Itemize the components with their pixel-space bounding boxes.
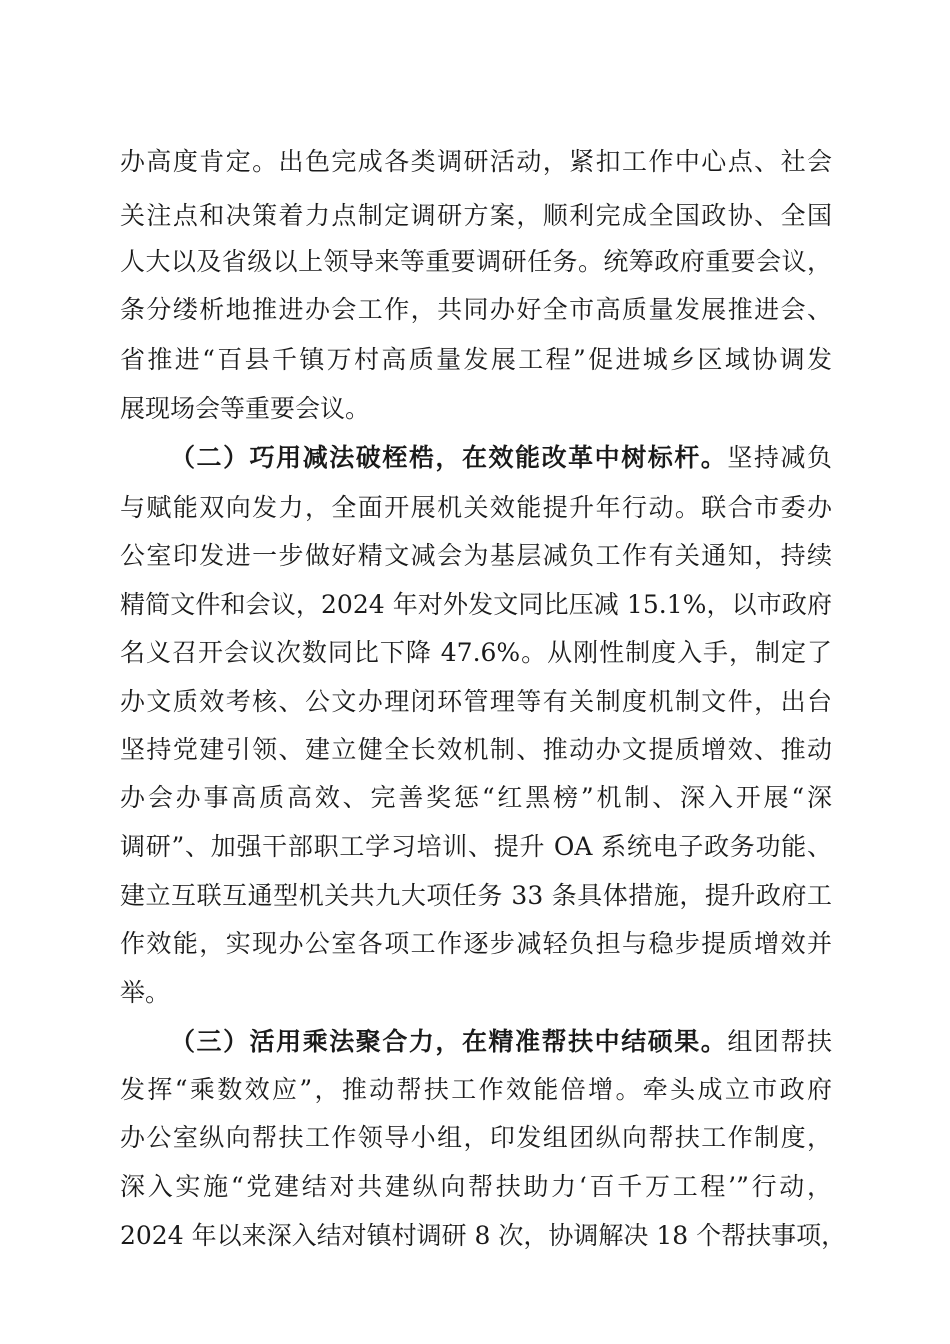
para2-line-11: 作效能，实现办公室各项工作逐步减轻负担与稳步提质增效并: [120, 929, 832, 958]
para1-line-2: 关注点和决策着力点制定调研方案，顺利完成全国政协、全国: [120, 201, 832, 230]
para3-heading: （三）活用乘法聚合力，在精准帮扶中结硕果。: [170, 1027, 728, 1056]
para2-line-5: 名义召开会议次数同比下降 47.6%。从刚性制度入手，制定了: [120, 638, 832, 667]
para2-line-8: 办会办事高质高效、完善奖惩“红黑榜”机制、深入开展“深: [120, 783, 832, 812]
para1-line-3: 人大以及省级以上领导来等重要调研任务。统筹政府重要会议，: [120, 247, 832, 276]
para2-line-9: 调研”、加强干部职工学习培训、提升 OA 系统电子政务功能、: [120, 832, 832, 861]
para3-line-1: [170, 1022, 832, 1062]
para2-line-10: 建立互联互通型机关共九大项任务 33 条具体措施，提升政府工: [120, 881, 832, 910]
para2-first-line-rest: 坚持减负: [727, 443, 832, 472]
para2-line-3: 公室印发进一步做好精文减会为基层减负工作有关通知，持续: [120, 541, 832, 570]
para3-line-4: 深入实施“党建结对共建纵向帮扶助力‘百千万工程’”行动，: [120, 1172, 832, 1201]
para2-line-2: 与赋能双向发力，全面开展机关效能提升年行动。联合市委办: [120, 493, 832, 522]
para3-line-5: 2024 年以来深入结对镇村调研 8 次，协调解决 18 个帮扶事项，: [120, 1221, 847, 1250]
para1-line-4: 条分缕析地推进办会工作，共同办好全市高质量发展推进会、: [120, 295, 832, 324]
para3-line-3: 办公室纵向帮扶工作领导小组，印发组团纵向帮扶工作制度，: [120, 1123, 832, 1152]
para2-heading: （二）巧用减法破桎梏，在效能改革中树标杆。: [170, 443, 728, 472]
para3-line-2: 发挥“乘数效应”，推动帮扶工作效能倍增。牵头成立市政府: [120, 1075, 832, 1104]
para1-line-6: 展现场会等重要会议。: [120, 394, 371, 423]
para2-line-4: 精简文件和会议，2024 年对外发文同比压减 15.1%，以市政府: [120, 590, 832, 619]
para1-line-5: 省推进“百县千镇万村高质量发展工程”促进城乡区域协调发: [120, 345, 832, 374]
para2-line-12: 举。: [120, 978, 171, 1007]
para2-line-6: 办文质效考核、公文办理闭环管理等有关制度机制文件，出台: [120, 687, 832, 716]
para2-line-1: [170, 438, 832, 478]
para1-line-1: 办高度肯定。出色完成各类调研活动，紧扣工作中心点、社会: [120, 147, 832, 176]
para2-line-7: 坚持党建引领、建立健全长效机制、推动办文提质增效、推动: [120, 735, 832, 764]
para3-first-line-rest: 组团帮扶: [727, 1027, 832, 1056]
